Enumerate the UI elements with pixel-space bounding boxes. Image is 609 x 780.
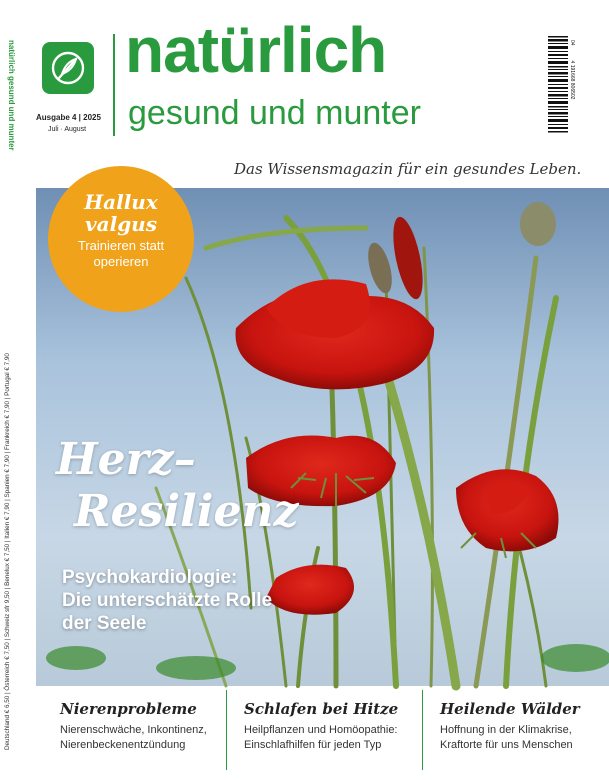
teaser-heilende-waelder[interactable] [440,700,605,753]
teaser-schlafen-bei-hitze[interactable] [244,700,426,753]
badge-title-line2: valgus [85,212,157,236]
masthead-subtitle: gesund und munter [128,94,421,132]
teaser-line1: Hoffnung in der Klimakrise, [440,724,572,736]
cover-headline [56,434,298,538]
teaser-line1: Nierenschwäche, Inkontinenz, [60,724,207,736]
masthead-divider [113,34,115,136]
tagline: Das Wissensmagazin für ein gesundes Leben. [234,160,582,178]
teaser-divider [226,690,227,770]
masthead-title: natürlich [125,14,387,86]
brand-logo[interactable] [42,42,94,94]
hallux-valgus-badge[interactable] [48,166,194,312]
spine-text: natürlich gesund und munter [7,40,16,151]
teaser-line2: Kraftorte für uns Menschen [440,739,573,751]
teaser-nierenprobleme[interactable] [60,700,242,753]
price-list: Deutschland € 6,50 | Österreich € 7,50 | Schweiz sfr 9,50 | Benelux € 7,50 | Italien € 7,90 | Spanien € 7,90 | Frankreich € 7,90 | Portugal € 7,90 [4,353,11,750]
barcode [548,34,574,138]
teaser-line1: Heilpflanzen und Homöopathie: [244,724,398,736]
badge-sub-line1: Trainieren statt [77,238,165,253]
teaser-title: Nierenprobleme [60,700,197,718]
barcode-number: 4 191668 806502 [569,60,575,100]
teaser-divider [422,690,423,770]
barcode-issue-code: 04 [569,40,575,46]
teaser-title: Heilende Wälder [440,700,580,718]
teaser-title: Schlafen bei Hitze [244,700,399,718]
cover-subheadline [62,566,322,635]
subheadline-line1: Psychokardiologie: [62,567,238,588]
issue-number: Ausgabe 4 | 2025 [36,113,101,122]
subheadline-line2: Die unterschätzte Rolle [62,590,273,611]
leaf-icon [42,42,94,94]
badge-sub-line2: operieren [93,254,149,269]
headline-line2: Resilienz [74,486,299,537]
issue-months: Juli · August [48,126,87,133]
teaser-line2: Nierenbeckenentzündung [60,739,186,751]
headline-line1: Herz– [56,434,196,485]
subheadline-line3: der Seele [62,613,147,634]
badge-title-line1: Hallux [84,190,158,214]
teaser-line2: Einschlafhilfen für jeden Typ [244,739,382,751]
